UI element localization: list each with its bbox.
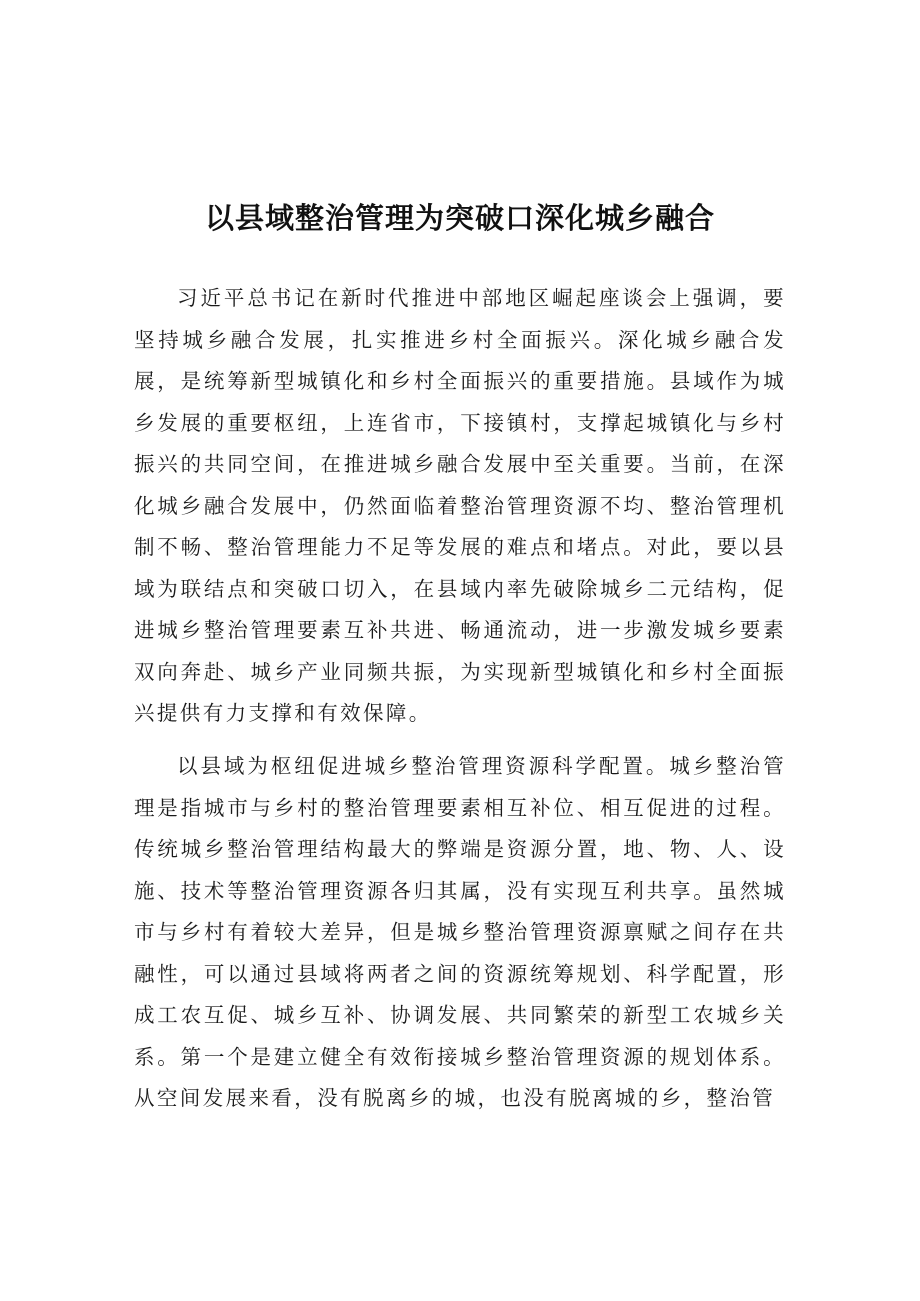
document-title: 以县域整治管理为突破口深化城乡融合 <box>204 201 715 235</box>
paragraph-intro: 习近平总书记在新时代推进中部地区崛起座谈会上强调，要坚持城乡融合发展，扎实推进乡村全面振兴。深化城乡融合发展，是统筹新型城镇化和乡村全面振兴的重要措施。县域作为城乡发展的重要枢纽，上连省市，下接镇村，支撑起城镇化与乡村振兴的共同空间，在推进城乡融合发展中至关重要。当前，在深化城乡融合发展中，仍然面临着整治管理资源不均、整治管理机制不畅、整治管理能力不足等发展的难点和堵点。对此，要以县域为联结点和突破口切入，在县域内率先破除城乡二元结构，促进城乡整治管理要素互补共进、畅通流动，进一步激发城乡要素双向奔赴、城乡产业同频共振，为实现新型城镇化和乡村全面振兴提供有力支撑和有效保障。 <box>134 286 786 725</box>
paragraph-resource-allocation: 以县域为枢纽促进城乡整治管理资源科学配置。城乡整治管理是指城市与乡村的整治管理要素相互补位、相互促进的过程。传统城乡整治管理结构最大的弊端是资源分置，地、物、人、设施、技术等整治管理资源各归其属，没有实现互利共享。虽然城市与乡村有着较大差异，但是城乡整治管理资源禀赋之间存在共融性，可以通过县域将两者之间的资源统筹规划、科学配置，形成工农互促、城乡互补、协调发展、共同繁荣的新型工农城乡关系。第一个是建立健全有效衔接城乡整治管理资源的规划体系。从空间发展来看，没有脱离乡的城，也没有脱离城的乡，整治管 <box>134 754 786 1110</box>
